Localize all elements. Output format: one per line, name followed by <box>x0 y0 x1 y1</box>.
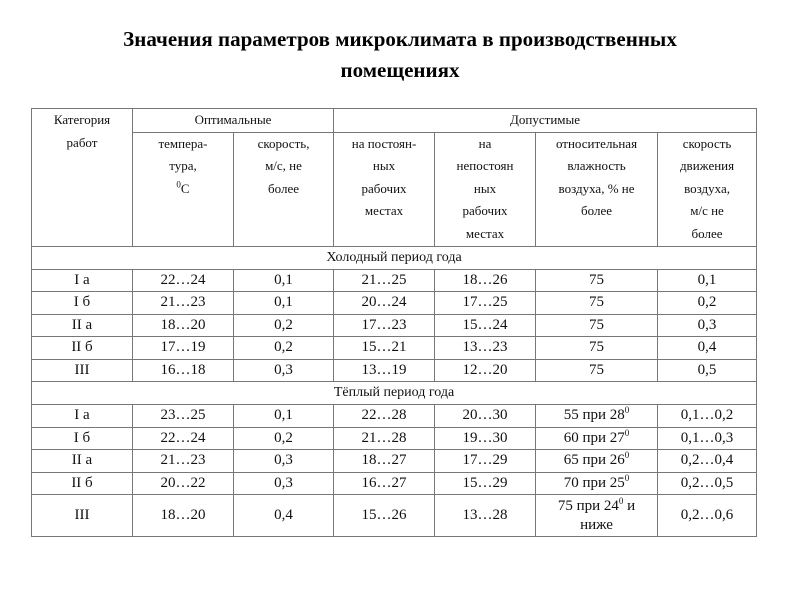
cell-humidity <box>536 427 658 450</box>
title-line-2: помещениях <box>340 58 460 82</box>
header-speed-line: воздуха, <box>684 180 730 196</box>
header-opt-speed-line: скорость, <box>257 135 310 151</box>
table-row <box>32 472 757 495</box>
table-row <box>32 495 757 537</box>
cell-perm-temp: 20…24 <box>334 292 435 315</box>
unit-letter: С <box>180 180 190 196</box>
header-perm-temp-line: местах <box>364 203 404 219</box>
cell-humidity <box>536 405 658 428</box>
cell-category: II а <box>32 314 133 337</box>
header-perm-temp-line: ных <box>372 158 396 174</box>
cell-perm-temp: 21…28 <box>334 427 435 450</box>
humidity-value: 75 при 24 <box>557 497 619 514</box>
cell-nonperm-temp: 15…29 <box>435 472 536 495</box>
header-perm-temp-line: рабочих <box>361 180 407 196</box>
header-nonperm-temp-line: местах <box>465 225 505 241</box>
cell-perm-temp: 22…28 <box>334 405 435 428</box>
header-speed <box>658 132 757 246</box>
warm-period-row <box>32 382 757 405</box>
cell-opt-speed: 0,3 <box>234 472 334 495</box>
header-optimal: Оптимальные <box>133 109 334 133</box>
humidity-line-2: ниже <box>580 516 613 533</box>
cell-opt-temp: 18…20 <box>133 314 234 337</box>
table-row <box>32 359 757 382</box>
header-humidity <box>536 132 658 246</box>
cell-category: I б <box>32 292 133 315</box>
header-speed-line: движения <box>679 158 735 174</box>
header-perm-temp-line: на постоян- <box>351 135 417 151</box>
cell-humidity: 75 <box>536 337 658 360</box>
cell-speed: 0,1…0,3 <box>658 427 757 450</box>
header-nonperm-temp <box>435 132 536 246</box>
cell-opt-speed: 0,1 <box>234 405 334 428</box>
table-row <box>32 427 757 450</box>
header-category-line: работ <box>66 134 98 150</box>
cell-opt-temp: 20…22 <box>133 472 234 495</box>
cell-opt-speed: 0,3 <box>234 450 334 473</box>
cell-speed: 0,1 <box>658 269 757 292</box>
cell-opt-temp: 21…23 <box>133 292 234 315</box>
cell-opt-temp: 22…24 <box>133 269 234 292</box>
cell-perm-temp: 15…21 <box>334 337 435 360</box>
cold-period-row <box>32 246 757 269</box>
cold-period-label: Холодный период года <box>32 246 757 269</box>
header-opt-temp-unit <box>135 178 231 201</box>
cell-speed: 0,3 <box>658 314 757 337</box>
header-speed-line: скорость <box>682 135 732 151</box>
header-humidity-line: относительная <box>555 135 638 151</box>
cell-category: I а <box>32 405 133 428</box>
humidity-value: 65 при 26 <box>563 452 625 469</box>
cell-nonperm-temp: 13…28 <box>435 495 536 537</box>
cell-speed: 0,2 <box>658 292 757 315</box>
cell-nonperm-temp: 15…24 <box>435 314 536 337</box>
cell-opt-temp: 17…19 <box>133 337 234 360</box>
header-humidity-line: более <box>581 203 612 219</box>
cell-category: I б <box>32 427 133 450</box>
table-row <box>32 337 757 360</box>
cell-category: II б <box>32 472 133 495</box>
header-nonperm-temp-line: на <box>478 135 492 151</box>
cell-opt-speed: 0,4 <box>234 495 334 537</box>
warm-period-label: Тёплый период года <box>32 382 757 405</box>
cell-perm-temp: 21…25 <box>334 269 435 292</box>
header-category-line: Категория <box>53 112 111 127</box>
header-opt-temp-line: темпера- <box>158 135 208 151</box>
header-row-2 <box>32 132 757 246</box>
cell-category: II а <box>32 450 133 473</box>
cell-opt-speed: 0,3 <box>234 359 334 382</box>
cell-speed: 0,1…0,2 <box>658 405 757 428</box>
table-row <box>32 314 757 337</box>
cell-nonperm-temp: 17…29 <box>435 450 536 473</box>
table-row <box>32 450 757 473</box>
cell-opt-temp: 21…23 <box>133 450 234 473</box>
cell-category: III <box>32 495 133 537</box>
cell-perm-temp: 17…23 <box>334 314 435 337</box>
header-opt-speed-line: более <box>268 180 299 196</box>
cell-nonperm-temp: 19…30 <box>435 427 536 450</box>
header-opt-temp <box>133 132 234 246</box>
table-row <box>32 269 757 292</box>
cell-nonperm-temp: 17…25 <box>435 292 536 315</box>
cell-nonperm-temp: 13…23 <box>435 337 536 360</box>
degree-sup: 0 <box>176 179 181 190</box>
degree-sup: 0 <box>624 405 630 416</box>
cell-speed: 0,5 <box>658 359 757 382</box>
table-row <box>32 292 757 315</box>
header-perm-temp <box>334 132 435 246</box>
cell-perm-temp: 15…26 <box>334 495 435 537</box>
cell-opt-temp: 18…20 <box>133 495 234 537</box>
cell-opt-temp: 22…24 <box>133 427 234 450</box>
header-category <box>32 109 133 247</box>
degree-sup: 0 <box>624 472 630 483</box>
cell-speed: 0,4 <box>658 337 757 360</box>
cell-nonperm-temp: 12…20 <box>435 359 536 382</box>
title-line-1: Значения параметров микроклимата в производственных <box>123 27 677 51</box>
header-humidity-line: влажность <box>567 158 626 174</box>
cell-category: II б <box>32 337 133 360</box>
header-opt-speed <box>234 132 334 246</box>
cell-nonperm-temp: 20…30 <box>435 405 536 428</box>
cell-opt-speed: 0,1 <box>234 292 334 315</box>
cell-speed: 0,2…0,4 <box>658 450 757 473</box>
humidity-suffix: и <box>623 497 636 514</box>
degree-sup: 0 <box>618 495 624 506</box>
cell-perm-temp: 16…27 <box>334 472 435 495</box>
header-speed-line: более <box>691 225 723 241</box>
cell-opt-temp: 23…25 <box>133 405 234 428</box>
cell-opt-speed: 0,1 <box>234 269 334 292</box>
cell-opt-speed: 0,2 <box>234 337 334 360</box>
header-humidity-line: воздуха, % не <box>558 180 635 196</box>
cell-speed: 0,2…0,6 <box>658 495 757 537</box>
cell-humidity: 75 <box>536 314 658 337</box>
cell-speed: 0,2…0,5 <box>658 472 757 495</box>
cell-category: III <box>32 359 133 382</box>
cell-opt-temp: 16…18 <box>133 359 234 382</box>
degree-sup: 0 <box>624 450 630 461</box>
header-nonperm-temp-line: непостоян <box>456 158 514 174</box>
header-row-1 <box>32 109 757 133</box>
page-title <box>0 24 800 86</box>
cell-opt-speed: 0,2 <box>234 427 334 450</box>
cell-opt-speed: 0,2 <box>234 314 334 337</box>
humidity-line-1 <box>538 497 655 516</box>
cell-humidity <box>536 472 658 495</box>
header-allowed: Допустимые <box>334 109 757 133</box>
header-nonperm-temp-line: рабочих <box>462 203 508 219</box>
humidity-value: 70 при 25 <box>563 474 625 491</box>
cell-perm-temp: 18…27 <box>334 450 435 473</box>
header-opt-temp-line: тура, <box>169 158 197 174</box>
degree-sup: 0 <box>624 427 630 438</box>
cell-nonperm-temp: 18…26 <box>435 269 536 292</box>
cell-humidity: 75 <box>536 292 658 315</box>
header-speed-line: м/с не <box>690 203 724 219</box>
cell-perm-temp: 13…19 <box>334 359 435 382</box>
cell-humidity <box>536 450 658 473</box>
cell-humidity: 75 <box>536 269 658 292</box>
table-row <box>32 405 757 428</box>
humidity-value: 55 при 28 <box>563 407 625 424</box>
microclimate-table <box>31 108 757 537</box>
cell-humidity <box>536 495 658 537</box>
cell-humidity: 75 <box>536 359 658 382</box>
humidity-value: 60 при 27 <box>563 429 625 446</box>
cell-category: I а <box>32 269 133 292</box>
header-nonperm-temp-line: ных <box>473 180 497 196</box>
header-opt-speed-line: м/с, не <box>265 158 302 174</box>
